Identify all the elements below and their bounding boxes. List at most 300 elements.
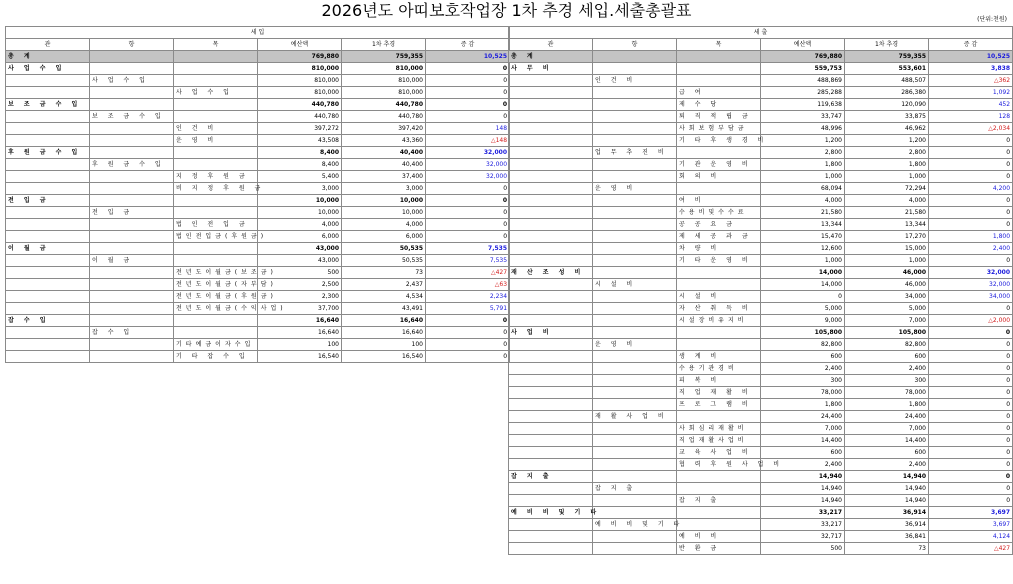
- table-row: [509, 195, 1013, 207]
- table-cell: 119,638: [761, 99, 845, 111]
- table-cell: [509, 519, 593, 531]
- table-cell: 8,400: [258, 147, 342, 159]
- table-cell: 21,580: [761, 207, 845, 219]
- table-cell: 5,400: [258, 171, 342, 183]
- table-cell: 36,841: [845, 531, 929, 543]
- table-cell: 440,780: [258, 99, 342, 111]
- table-cell: [509, 447, 593, 459]
- table-cell: 14,940: [845, 483, 929, 495]
- table-cell: 3,000: [342, 183, 426, 195]
- table-cell: 기 타 운 영 비: [677, 255, 761, 267]
- table-cell: [6, 171, 90, 183]
- table-cell: [677, 51, 761, 63]
- table-cell: 0: [929, 207, 1013, 219]
- table-cell: [90, 51, 174, 63]
- table-row: [509, 351, 1013, 363]
- table-row: [509, 231, 1013, 243]
- table-cell: 7,000: [845, 423, 929, 435]
- table-row: [509, 435, 1013, 447]
- table-row: [6, 267, 510, 279]
- table-row: [509, 159, 1013, 171]
- table-cell: [509, 279, 593, 291]
- table-cell: 10,000: [258, 195, 342, 207]
- table-cell: [509, 399, 593, 411]
- table-cell: [593, 291, 677, 303]
- col-header: 증 감: [929, 39, 1013, 51]
- table-cell: [593, 267, 677, 279]
- table-row: [6, 75, 510, 87]
- table-row: [6, 291, 510, 303]
- table-cell: 810,000: [342, 87, 426, 99]
- table-cell: [509, 243, 593, 255]
- table-row: [6, 231, 510, 243]
- table-cell: [509, 423, 593, 435]
- table-cell: 3,000: [258, 183, 342, 195]
- table-cell: 잡 수 입: [90, 327, 174, 339]
- table-row: [509, 171, 1013, 183]
- table-cell: 운 영 비: [174, 135, 258, 147]
- table-row: [6, 243, 510, 255]
- table-cell: 전 입 금: [90, 207, 174, 219]
- table-cell: 0: [426, 87, 510, 99]
- table-cell: 3,697: [929, 519, 1013, 531]
- table-cell: 전년도이월금(자부담): [174, 279, 258, 291]
- table-cell: 자 산 취 득 비: [677, 303, 761, 315]
- table-cell: 16,640: [342, 315, 426, 327]
- table-cell: 0: [426, 351, 510, 363]
- table-cell: 148: [426, 123, 510, 135]
- table-row: [6, 279, 510, 291]
- table-cell: 6,000: [258, 231, 342, 243]
- table-cell: [90, 123, 174, 135]
- table-cell: [509, 207, 593, 219]
- table-cell: [509, 147, 593, 159]
- table-row: [509, 471, 1013, 483]
- table-cell: [593, 495, 677, 507]
- table-cell: 397,272: [258, 123, 342, 135]
- table-cell: [593, 219, 677, 231]
- table-cell: [509, 375, 593, 387]
- table-cell: [509, 231, 593, 243]
- table-cell: 후 원 금 수 입: [6, 147, 90, 159]
- table-cell: 440,780: [342, 99, 426, 111]
- table-cell: 0: [929, 351, 1013, 363]
- table-row: [509, 315, 1013, 327]
- table-cell: 16,540: [258, 351, 342, 363]
- table-cell: △148: [426, 135, 510, 147]
- table-row: [6, 303, 510, 315]
- table-cell: 43,491: [342, 303, 426, 315]
- col-header: 목: [677, 39, 761, 51]
- table-cell: [593, 399, 677, 411]
- col-header: 1차 추경: [845, 39, 929, 51]
- table-cell: 2,234: [426, 291, 510, 303]
- table-cell: 440,780: [258, 111, 342, 123]
- table-row: [509, 183, 1013, 195]
- table-cell: [6, 219, 90, 231]
- table-cell: [174, 327, 258, 339]
- table-cell: 120,090: [845, 99, 929, 111]
- table-cell: [593, 543, 677, 555]
- table-cell: 1,000: [845, 255, 929, 267]
- table-cell: 13,344: [761, 219, 845, 231]
- table-cell: [509, 291, 593, 303]
- table-cell: 14,400: [761, 435, 845, 447]
- table-cell: 32,000: [426, 159, 510, 171]
- table-cell: [593, 123, 677, 135]
- table-cell: 예 비 비: [677, 531, 761, 543]
- table-cell: 0: [929, 219, 1013, 231]
- table-cell: 100: [258, 339, 342, 351]
- table-cell: [509, 435, 593, 447]
- table-cell: 2,400: [845, 459, 929, 471]
- table-cell: 4,000: [258, 219, 342, 231]
- table-cell: 0: [929, 147, 1013, 159]
- table-cell: [509, 159, 593, 171]
- table-cell: [593, 315, 677, 327]
- unit-note: (단위:천원): [977, 16, 1007, 23]
- table-cell: [90, 339, 174, 351]
- table-cell: 반 환 금: [677, 543, 761, 555]
- table-cell: [6, 231, 90, 243]
- table-cell: [677, 411, 761, 423]
- table-row: [509, 459, 1013, 471]
- table-cell: [90, 183, 174, 195]
- table-cell: [677, 327, 761, 339]
- table-cell: 769,880: [761, 51, 845, 63]
- table-cell: 17,270: [845, 231, 929, 243]
- table-cell: 전년도이월금(후원금): [174, 291, 258, 303]
- table-cell: 0: [426, 111, 510, 123]
- table-row: [509, 123, 1013, 135]
- table-cell: 46,000: [845, 279, 929, 291]
- table-cell: 0: [929, 375, 1013, 387]
- table-cell: [593, 243, 677, 255]
- table-cell: 600: [845, 351, 929, 363]
- table-row: [509, 399, 1013, 411]
- table-cell: [677, 75, 761, 87]
- table-cell: [593, 51, 677, 63]
- table-cell: [174, 75, 258, 87]
- table-cell: [593, 375, 677, 387]
- table-cell: 1,092: [929, 87, 1013, 99]
- table-cell: △362: [929, 75, 1013, 87]
- table-cell: [90, 351, 174, 363]
- table-cell: [90, 315, 174, 327]
- table-cell: 15,000: [845, 243, 929, 255]
- table-row: [509, 147, 1013, 159]
- table-cell: [90, 135, 174, 147]
- table-cell: 기 타 후 생 경 비: [677, 135, 761, 147]
- table-row: [6, 183, 510, 195]
- table-cell: 2,800: [761, 147, 845, 159]
- table-cell: 12,600: [761, 243, 845, 255]
- table-cell: [174, 51, 258, 63]
- table-cell: [509, 195, 593, 207]
- table-row: [6, 63, 510, 75]
- table-cell: 33,217: [761, 519, 845, 531]
- table-row: [6, 195, 510, 207]
- table-cell: 7,000: [761, 423, 845, 435]
- table-cell: 재 활 사 업 비: [593, 411, 677, 423]
- table-cell: 8,400: [258, 159, 342, 171]
- table-cell: 재 산 조 성 비: [509, 267, 593, 279]
- table-row: [509, 243, 1013, 255]
- table-cell: [593, 159, 677, 171]
- table-row: [509, 267, 1013, 279]
- expenditure-header: 세 출: [509, 27, 1013, 39]
- table-cell: 사 업 수 입: [90, 75, 174, 87]
- table-cell: 0: [929, 363, 1013, 375]
- table-cell: [174, 243, 258, 255]
- table-row: [509, 219, 1013, 231]
- table-row: [509, 495, 1013, 507]
- table-cell: [90, 219, 174, 231]
- col-header: 항: [90, 39, 174, 51]
- table-cell: [509, 303, 593, 315]
- table-cell: 생 계 비: [677, 351, 761, 363]
- table-cell: 0: [929, 171, 1013, 183]
- table-cell: [174, 207, 258, 219]
- table-cell: 0: [929, 483, 1013, 495]
- table-row: [509, 135, 1013, 147]
- table-cell: 500: [258, 267, 342, 279]
- table-cell: 34,000: [845, 291, 929, 303]
- table-cell: [6, 111, 90, 123]
- table-cell: 50,535: [342, 255, 426, 267]
- table-cell: [593, 531, 677, 543]
- table-cell: 36,914: [845, 507, 929, 519]
- col-header: 목: [174, 39, 258, 51]
- table-cell: [593, 507, 677, 519]
- table-cell: [593, 327, 677, 339]
- revenue-header: 세 입: [6, 27, 510, 39]
- table-cell: [90, 291, 174, 303]
- table-row: [6, 99, 510, 111]
- table-cell: 32,000: [426, 147, 510, 159]
- table-cell: 14,940: [845, 495, 929, 507]
- table-cell: 0: [929, 423, 1013, 435]
- col-header: 1차 추경: [342, 39, 426, 51]
- table-cell: 759,355: [845, 51, 929, 63]
- table-cell: 제 세 공 과 금: [677, 231, 761, 243]
- table-cell: 법인전입금(후원금): [174, 231, 258, 243]
- table-cell: 1,800: [845, 399, 929, 411]
- table-row: [6, 327, 510, 339]
- table-cell: 769,880: [258, 51, 342, 63]
- table-row: [6, 111, 510, 123]
- table-cell: 잡 지 출: [677, 495, 761, 507]
- table-cell: 16,540: [342, 351, 426, 363]
- table-cell: [509, 87, 593, 99]
- table-cell: 잡 지 출: [593, 483, 677, 495]
- table-cell: 50,535: [342, 243, 426, 255]
- table-cell: [509, 255, 593, 267]
- table-cell: 예 비 비 및 기 타: [509, 507, 593, 519]
- table-row: [6, 219, 510, 231]
- table-cell: [174, 99, 258, 111]
- table-cell: 2,800: [845, 147, 929, 159]
- table-cell: 300: [761, 375, 845, 387]
- table-cell: △427: [929, 543, 1013, 555]
- table-cell: 2,400: [761, 363, 845, 375]
- table-cell: 0: [929, 447, 1013, 459]
- table-row: [509, 327, 1013, 339]
- table-cell: [174, 315, 258, 327]
- table-cell: 교 육 사 업 비: [677, 447, 761, 459]
- table-cell: 보 조 금 수 입: [90, 111, 174, 123]
- table-cell: 488,869: [761, 75, 845, 87]
- table-cell: 5,791: [426, 303, 510, 315]
- table-cell: 488,507: [845, 75, 929, 87]
- table-cell: 24,400: [761, 411, 845, 423]
- page-title: 2026년도 아띠보호작업장 1차 추경 세입.세출총괄표: [321, 1, 692, 20]
- table-cell: 0: [426, 315, 510, 327]
- table-row: [6, 159, 510, 171]
- table-row: [509, 51, 1013, 63]
- table-row: [6, 315, 510, 327]
- table-cell: 공 공 요 금: [677, 219, 761, 231]
- table-cell: 지 정 후 원 금: [174, 171, 258, 183]
- table-cell: 2,500: [258, 279, 342, 291]
- table-cell: 5,000: [845, 303, 929, 315]
- table-cell: 0: [929, 399, 1013, 411]
- table-cell: 2,400: [845, 363, 929, 375]
- table-row: [509, 291, 1013, 303]
- table-cell: 48,996: [761, 123, 845, 135]
- table-cell: 0: [426, 183, 510, 195]
- col-header: 예산액: [258, 39, 342, 51]
- col-header: 관: [509, 39, 593, 51]
- table-cell: 인 건 비: [593, 75, 677, 87]
- table-cell: △427: [426, 267, 510, 279]
- table-cell: 0: [929, 159, 1013, 171]
- table-cell: 0: [929, 459, 1013, 471]
- table-cell: 440,780: [342, 111, 426, 123]
- table-row: [509, 447, 1013, 459]
- table-cell: 40,400: [342, 147, 426, 159]
- table-cell: 32,717: [761, 531, 845, 543]
- table-cell: [677, 339, 761, 351]
- table-cell: 33,217: [761, 507, 845, 519]
- table-cell: [593, 111, 677, 123]
- table-cell: 후 원 금 수 입: [90, 159, 174, 171]
- table-cell: 수용기관경비: [677, 363, 761, 375]
- table-cell: 여 비: [677, 195, 761, 207]
- table-cell: [593, 387, 677, 399]
- table-cell: 810,000: [258, 63, 342, 75]
- table-cell: 40,400: [342, 159, 426, 171]
- table-cell: 43,000: [258, 243, 342, 255]
- table-cell: 전 입 금: [6, 195, 90, 207]
- table-cell: 33,875: [845, 111, 929, 123]
- table-cell: [593, 471, 677, 483]
- table-cell: △2,000: [929, 315, 1013, 327]
- table-cell: [593, 135, 677, 147]
- table-cell: 13,344: [845, 219, 929, 231]
- table-cell: 32,000: [929, 267, 1013, 279]
- table-cell: [593, 87, 677, 99]
- table-cell: [6, 87, 90, 99]
- table-row: [509, 99, 1013, 111]
- table-cell: 82,800: [845, 339, 929, 351]
- table-row: [509, 519, 1013, 531]
- table-cell: 0: [426, 63, 510, 75]
- table-cell: 사 업 수 입: [174, 87, 258, 99]
- table-cell: [6, 135, 90, 147]
- table-cell: [90, 279, 174, 291]
- table-cell: 1,200: [845, 135, 929, 147]
- table-cell: [90, 231, 174, 243]
- table-cell: 100: [342, 339, 426, 351]
- table-cell: 0: [426, 327, 510, 339]
- table-cell: 810,000: [342, 75, 426, 87]
- table-cell: 14,940: [761, 483, 845, 495]
- table-cell: 전년도이월금(보조금): [174, 267, 258, 279]
- table-cell: 4,000: [761, 195, 845, 207]
- table-cell: 보 조 금 수 입: [6, 99, 90, 111]
- table-row: [509, 339, 1013, 351]
- table-cell: [509, 543, 593, 555]
- table-row: [6, 255, 510, 267]
- table-cell: 4,534: [342, 291, 426, 303]
- table-cell: [509, 339, 593, 351]
- table-cell: 1,800: [929, 231, 1013, 243]
- table-cell: 14,940: [761, 495, 845, 507]
- table-cell: 78,000: [761, 387, 845, 399]
- table-cell: 37,400: [342, 171, 426, 183]
- table-cell: [593, 303, 677, 315]
- table-cell: 46,962: [845, 123, 929, 135]
- table-cell: [509, 111, 593, 123]
- table-cell: 예 비 비 및 기 타: [593, 519, 677, 531]
- table-cell: [509, 459, 593, 471]
- table-cell: [90, 171, 174, 183]
- table-cell: 37,700: [258, 303, 342, 315]
- table-cell: 0: [426, 207, 510, 219]
- table-cell: [6, 183, 90, 195]
- table-cell: [174, 255, 258, 267]
- table-cell: [509, 495, 593, 507]
- table-cell: 직 업 재 활 비: [677, 387, 761, 399]
- table-cell: 43,000: [258, 255, 342, 267]
- table-cell: [6, 291, 90, 303]
- table-cell: 9,000: [761, 315, 845, 327]
- table-cell: [509, 363, 593, 375]
- table-cell: 10,000: [258, 207, 342, 219]
- table-cell: 제 수 당: [677, 99, 761, 111]
- table-cell: 128: [929, 111, 1013, 123]
- table-cell: 0: [426, 231, 510, 243]
- table-row: [509, 63, 1013, 75]
- table-cell: 이 월 금: [90, 255, 174, 267]
- table-cell: 총 계: [6, 51, 90, 63]
- table-cell: 0: [426, 195, 510, 207]
- table-cell: [509, 219, 593, 231]
- table-cell: [593, 171, 677, 183]
- table-cell: [509, 75, 593, 87]
- table-cell: [593, 63, 677, 75]
- table-cell: 600: [845, 447, 929, 459]
- table-cell: [677, 519, 761, 531]
- table-cell: [6, 75, 90, 87]
- table-cell: 1,800: [761, 399, 845, 411]
- table-cell: 6,000: [342, 231, 426, 243]
- table-cell: 10,000: [342, 207, 426, 219]
- table-cell: 1,200: [761, 135, 845, 147]
- table-cell: [677, 183, 761, 195]
- table-cell: [90, 243, 174, 255]
